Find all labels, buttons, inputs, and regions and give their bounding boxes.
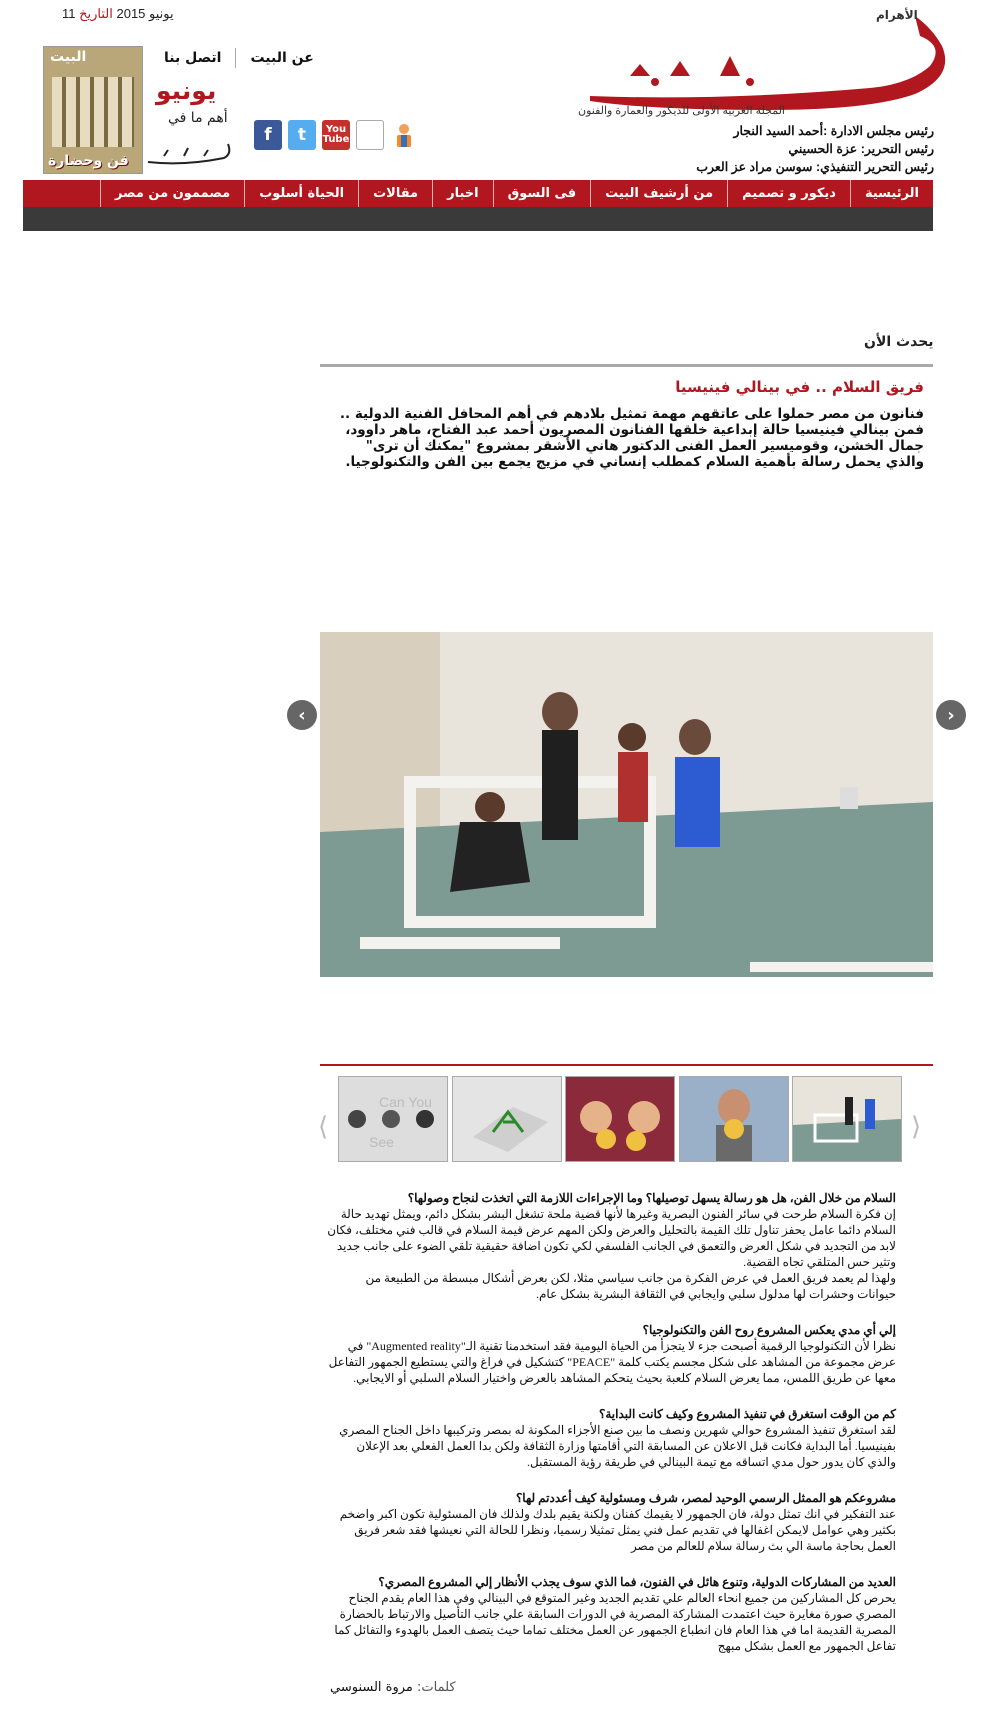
youtube-text-2: Tube	[322, 134, 350, 145]
nav-item-market[interactable]: فى السوق	[493, 180, 591, 207]
main-photo	[320, 632, 933, 977]
nav-item-decor[interactable]: ديكور و تصميم	[727, 180, 850, 207]
author-label: كلمات:	[417, 1680, 456, 1695]
social-icons	[254, 120, 418, 150]
user-icon[interactable]	[390, 120, 418, 150]
contact-link[interactable]: اتصل بنا	[164, 50, 222, 66]
cover-image	[52, 77, 134, 147]
question: كم من الوقت استغرق في تنفيذ المشروع وكيف كانت البداية؟	[598, 1407, 896, 1421]
thumb-prev-arrow-icon[interactable]: ⟨	[318, 1112, 329, 1142]
cover-text: فن وحضارة	[48, 153, 129, 169]
answer: لقد استغرق تنفيذ المشروع حوالي شهرين ونصف ما بين صنع الأجزاء المكونة له بمصر وتركيبها داخل الجناح المصري بفينيسيا. أما البداية فكانت قبل الاعلان عن المسابقة التي أقامتها وزارة الثقافة ولكن بدا العمل الفعلي بعد الإعلان والذي كان يدور حول مدي اتساقه مع تيمة البينالي في طريقة رؤية المستقبل.	[339, 1423, 896, 1469]
about-link[interactable]: عن البيت	[250, 50, 314, 66]
thumb-text: See	[369, 1134, 394, 1150]
answer: يحرص كل المشاركين من جميع انحاء العالم علي تقديم الجديد وغير المتوقع في البينالي وفي هذا العام يقدم الجناح المصري صورة مغايرة حيث اعتمدت المشاركة المصرية في الدورات السابقة علي جانب التأصيل والارتباط بالحضارة المصرية القديمة اما في هذا العام فان انطباع الجمهور عن العمل مختلف تماما حيث يتصف العمل بالهدوء والتفائل كما تفاعل الجمهور مع العمل بشكل مبهج	[334, 1591, 896, 1653]
facebook-icon[interactable]: f	[254, 120, 282, 150]
author-name: مروة السنوسي	[330, 1680, 413, 1695]
qa-block	[326, 1574, 896, 1654]
youtube-text-1: You	[325, 124, 347, 135]
question: مشروعكم هو الممثل الرسمي الوحيد لمصر، شرف ومسئولية كيف أعددتم لها؟	[515, 1491, 896, 1505]
qa-block	[326, 1490, 896, 1554]
date-value: 11 يونيو 2015	[62, 6, 174, 21]
issue-sub: أهم ما في	[168, 110, 228, 126]
answer: عند التفكير في انك تمثل دولة، فان الجمهور لا يقيمك كفنان ولكنة يقيم بلدك ولذلك فان المسئولية تكون اكبر واضخم بكثير وهي عوامل لايمكن اغفالها في تقديم عمل فني يمثل تمثيلا رسميا، ونظرا للحالة التي نعيشها فقد شعر فريق العمل بحاجة ماسة الي بث رسالة سلام للعالم من مصر	[339, 1507, 896, 1553]
nav-item-designers[interactable]: مصممون من مصر	[100, 180, 244, 207]
thumbnail[interactable]	[565, 1076, 675, 1162]
credit-line: رئيس التحرير التنفيذي: سوسن مراد عز العرب	[696, 160, 934, 174]
author-byline	[330, 1680, 456, 1695]
question: العديد من المشاركات الدولية، وتنوع هائل في الفنون، فما الذي سوف يجذب الأنظار إلي المشروع المصري؟	[378, 1575, 896, 1589]
nav-subbar	[23, 207, 933, 231]
answer: إن فكرة السلام طرحت في سائر الفنون البصرية وغيرها لأنها قضية ملحة تشغل البشر بشكل دائم، ويمثل تهديد حالة السلام دائما عامل يحفز تناول تلك القيمة بالتحليل والعرض ولكن المهم عرض قيمة السلام في قالب فني مختلف، فكان لابد من التجديد في شكل العرض والتعمق في الجانب الفلسفي لكي تكون اضافة حقيقية تلقي الضوء على جانب جديد وتثير حس المتلقي تجاه القضية.	[327, 1207, 896, 1269]
nav-item-news[interactable]: اخبار	[432, 180, 493, 207]
question: السلام من خلال الفن، هل هو رسالة يسهل توصيلها؟ وما الإجراءات اللازمة التي اتخذت لنجاح وصولها؟	[407, 1191, 896, 1205]
qa-block	[326, 1190, 896, 1302]
slider-prev-button[interactable]: ‹	[287, 700, 317, 730]
credits	[696, 122, 934, 176]
credit-line: رئيس التحرير: عزة الحسيني	[788, 142, 934, 156]
nav-item-articles[interactable]: مقالات	[358, 180, 432, 207]
question: إلي أي مدي يعكس المشروع روح الفن والتكنولوجيا؟	[642, 1323, 896, 1337]
nav-item-lifestyle[interactable]: الحياة أسلوب	[244, 180, 358, 207]
mini-logo	[144, 138, 236, 168]
answer: نظرا لأن التكنولوجيا الرقمية أصبحت جزء لا يتجزأ من الحياة اليومية فقد استخدمنا تقنية الـ"Augmented reality" في عرض مجموعة من المشاهد على شكل مجسم يكتب كلمة "PEACE" كتشكيل في فراغ والتي يستطيع الجمهور التفاعل معها عن طريق اللمس، مما يعرض السلام كلعبة بحيث يتحكم المشاهد بالعرض واختيار السلام السلبي أو الايجابي.	[328, 1339, 896, 1385]
answer: ولهذا لم يعمد فريق العمل في عرض الفكرة من جانب سياسي مثلا، لكن بعرض أشكال مبسطة من الطبيعة من حيوانات وحشرات لها مدلول سلبي وايجابي في الثقافة البشرية بشكل عام.	[365, 1271, 896, 1301]
thumbnail[interactable]	[452, 1076, 562, 1162]
thumb-text: Can You	[379, 1094, 432, 1110]
cover-title: البيت	[50, 49, 87, 65]
youtube-icon[interactable]	[322, 120, 350, 150]
magazine-cover[interactable]	[43, 46, 143, 174]
twitter-icon[interactable]: t	[288, 120, 316, 150]
logo-tagline: المجلة العربية الأولى للديكور والعمارة والفنون	[578, 105, 785, 117]
ahram-logo[interactable]: الأهرام	[876, 8, 918, 22]
divider	[320, 1064, 933, 1066]
header-date	[62, 6, 184, 22]
qa-block	[326, 1406, 896, 1470]
thumbnail[interactable]	[792, 1076, 902, 1162]
thumbnail[interactable]	[679, 1076, 789, 1162]
top-links	[150, 48, 328, 68]
main-nav	[23, 180, 933, 207]
slider-next-button[interactable]: ›	[936, 700, 966, 730]
article-body	[326, 1190, 896, 1674]
article-title: فريق السلام .. في بينالي فينيسيا	[675, 378, 924, 396]
image-placeholder-icon[interactable]	[356, 120, 384, 150]
issue-month[interactable]: يونيو	[156, 76, 217, 105]
qa-block	[326, 1322, 896, 1386]
article-intro: فنانون من مصر حملوا على عاتقهم مهمة تمثيل بلادهم في أهم المحافل الفنية الدولية .. فمن بينالي فينيسيا حالة إبداعية خلقها الفنانون المصريون أحمد عبد الفتاح، ماهر داوود، جمال الخشن، وقوميسير العمل الفنى الدكتور هاني الأشقر بمشروع "يمكنك أن ترى" والذي يحمل رسالة بأهمية السلام كمطلب إنساني في مزيج يجمع بين الفن والتكنولوجيا.	[339, 406, 924, 470]
thumbnail[interactable]	[338, 1076, 448, 1162]
thumb-next-arrow-icon[interactable]: ⟩	[911, 1112, 922, 1142]
divider	[320, 364, 933, 367]
nav-item-archive[interactable]: من أرشيف البيت	[590, 180, 727, 207]
section-label: يحدث الأن	[864, 334, 934, 350]
credit-line: رئيس مجلس الادارة :أحمد السيد النجار	[733, 124, 934, 138]
nav-item-home[interactable]: الرئيسية	[850, 180, 933, 207]
date-label: التاريخ	[79, 6, 113, 21]
